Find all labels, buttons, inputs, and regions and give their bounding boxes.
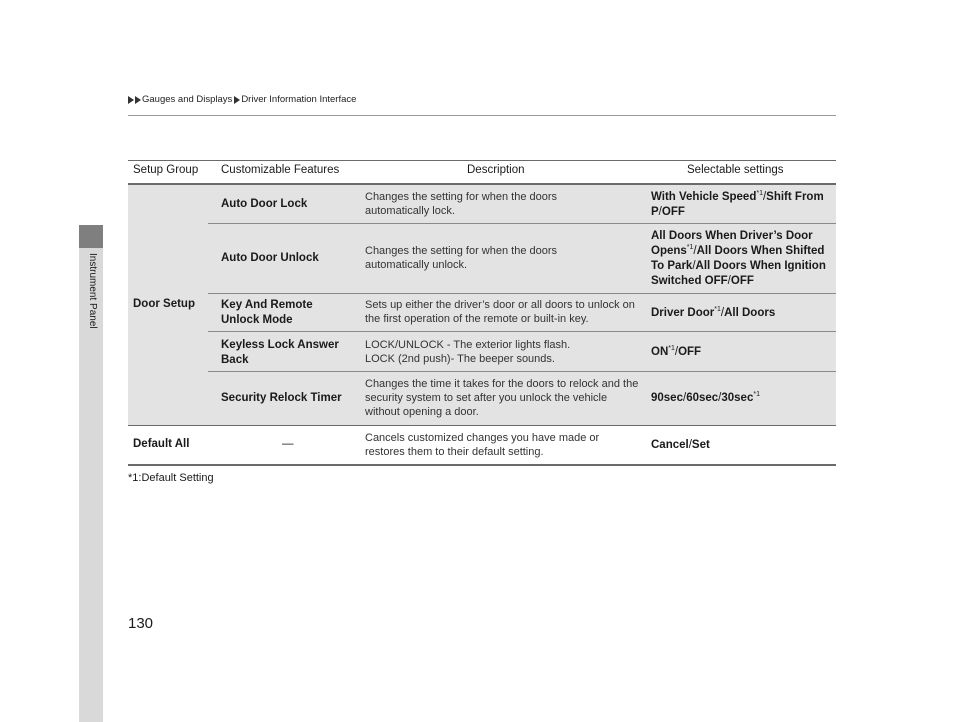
table-bottom-rule <box>128 464 836 466</box>
group-default-all: Default All <box>133 438 190 450</box>
description-security-relock-timer: Changes the time it takes for the doors to relock and the security system to set after you unlock the vehicle without opening a door. <box>365 378 639 418</box>
page-number: 130 <box>128 615 154 632</box>
header-rule <box>128 115 836 116</box>
section-tab-marker <box>79 225 103 248</box>
description-key-and-remote-unlock-mode: Sets up either the driver’s door or all doors to unlock on the first operation of the remote or built-in key. <box>365 299 635 325</box>
row-divider <box>208 293 836 294</box>
group-divider <box>128 425 836 426</box>
feature-auto-door-lock: Auto Door Lock <box>221 198 308 210</box>
settings-keyless-lock-answer-back: ON$^{*1}$/OFF <box>651 345 702 358</box>
breadcrumb-level2[interactable]: Driver Information Interface <box>241 94 357 105</box>
footnote: *1:Default Setting <box>128 472 214 484</box>
breadcrumb-arrow-icon <box>234 96 240 104</box>
header-customizable-features: Customizable Features <box>221 164 340 176</box>
row-divider <box>208 223 836 224</box>
feature-keyless-lock-answer-back: Keyless Lock Answer Back <box>221 339 339 366</box>
description-auto-door-lock: Changes the setting for when the doors automatically lock. <box>365 191 558 217</box>
feature-key-and-remote-unlock-mode: Key And Remote Unlock Mode <box>221 299 313 326</box>
feature-security-relock-timer: Security Relock Timer <box>221 392 342 404</box>
settings-auto-door-unlock: All Doors When Driver’s Door Opens$^{*1}$/All Doors When Shifted To Park/All Doors When Ignition Switched OFF/OFF <box>651 230 826 287</box>
section-side-label: Instrument Panel <box>87 253 98 329</box>
table-top-rule <box>128 160 836 161</box>
feature-auto-door-unlock: Auto Door Unlock <box>221 252 319 264</box>
breadcrumb-arrow-icon <box>128 96 134 104</box>
row-divider <box>208 331 836 332</box>
settings-key-and-remote-unlock-mode: Driver Door$^{*1}$/All Doors <box>651 306 776 319</box>
description-keyless-lock-answer-back: LOCK/UNLOCK - The exterior lights flash. LOCK (2nd push)- The beeper sounds. <box>365 339 571 365</box>
header-description: Description <box>467 164 525 176</box>
settings-default-all: Cancel/Set <box>651 439 710 451</box>
header-selectable-settings: Selectable settings <box>687 164 784 176</box>
breadcrumb-arrow-icon <box>135 96 141 104</box>
description-auto-door-unlock: Changes the setting for when the doors automatically unlock. <box>365 245 558 271</box>
settings-security-relock-timer: $90\sec/60\sec/30\sec^{*1}$ <box>651 391 760 404</box>
breadcrumb <box>128 94 356 105</box>
breadcrumb-level1[interactable]: Gauges and Displays <box>142 94 233 105</box>
settings-auto-door-lock: With Vehicle Speed$^{*1}$/Shift From P/OFF <box>651 190 824 218</box>
header-setup-group: Setup Group <box>133 164 199 176</box>
group-door-setup: Door Setup <box>133 298 195 310</box>
description-default-all: Cancels customized changes you have made or restores them to their default setting. <box>365 432 600 458</box>
feature-default-all: — <box>282 438 294 450</box>
row-divider <box>208 371 836 372</box>
